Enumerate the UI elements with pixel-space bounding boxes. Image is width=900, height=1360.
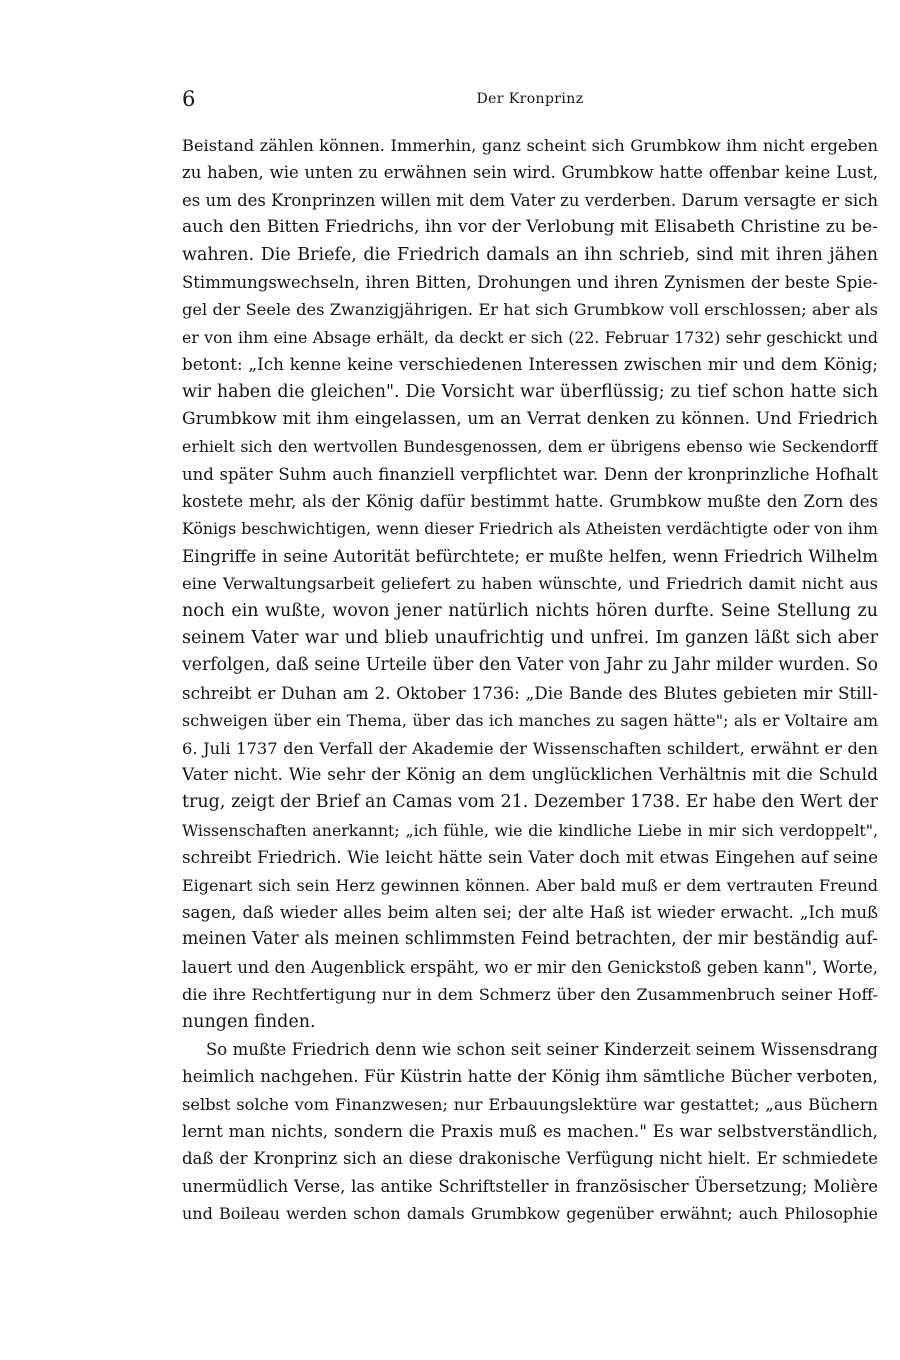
page-number: 6 [182, 87, 196, 111]
text-line: 6. Juli 1737 den Verfall der Akademie der Wissenschaften schildert, erwähnt er den [182, 738, 878, 758]
paragraph-2 [182, 1036, 878, 1228]
text-line: trug, zeigt der Brief an Camas vom 21. Dezember 1738. Er habe den Wert der [182, 792, 878, 813]
text-line: selbst solche vom Finanzwesen; nur Erbauungslektüre war gestattet; „aus Büchern [182, 1094, 878, 1114]
text-line: Grumbkow mit ihm eingelassen, um an Verrat denken zu können. Und Friedrich [182, 408, 878, 429]
text-line: daß der Kronprinz sich an diese drakonische Verfügung nicht hielt. Er schmiedete [182, 1149, 878, 1169]
text-line: Königs beschwichtigen, wenn dieser Friedrich als Atheisten verdächtigte oder von ihm [182, 519, 878, 539]
text-line: zu haben, wie unten zu erwähnen sein wird. Grumbkow hatte offenbar keine Lust, [182, 163, 878, 183]
text-line: Beistand zählen können. Immerhin, ganz scheint sich Grumbkow ihm nicht ergeben [182, 136, 878, 155]
text-line: betont: „Ich kenne keine verschiedenen Interessen zwischen mir und dem König; [182, 354, 878, 375]
text-line: auch den Bitten Friedrichs, ihn vor der Verlobung mit Elisabeth Christine zu be- [182, 217, 878, 238]
text-line: Wissenschaften anerkannt; „ich fühle, wie die kindliche Liebe in mir sich verdoppelt", [182, 820, 878, 840]
text-line: Stimmungswechseln, ihren Bitten, Drohungen und ihren Zynismen der beste Spie- [182, 272, 878, 292]
text-line: meinen Vater als meinen schlimmsten Feind betrachten, der mir beständig auf- [182, 929, 878, 950]
text-line: schweigen über ein Thema, über das ich manches zu sagen hätte"; als er Voltaire am [182, 711, 878, 731]
text-line: heimlich nachgehen. Für Küstrin hatte der König ihm sämtliche Bücher verboten, [182, 1066, 878, 1087]
text-line: er von ihm eine Absage erhält, da deckt er sich (22. Februar 1732) sehr geschickt und [182, 327, 878, 347]
text-line: wir haben die gleichen". Die Vorsicht war überflüssig; zu tief schon hatte sich [182, 381, 878, 402]
text-line: lernt man nichts, sondern die Praxis muß es machen." Es war selbstverständlich, [182, 1121, 878, 1142]
text-line: eine Verwaltungsarbeit geliefert zu haben wünschte, und Friedrich damit nicht aus [182, 574, 878, 594]
text-line: Vater nicht. Wie sehr der König an dem unglücklichen Verhältnis mit die Schuld [182, 764, 878, 785]
text-line: So mußte Friedrich denn wie schon seit seiner Kinderzeit seinem Wissensdrang [206, 1039, 878, 1059]
text-line: es um des Kronprinzen willen mit dem Vater zu verderben. Darum versagte er sich [182, 190, 878, 210]
text-line: gel der Seele des Zwanzigjährigen. Er hat sich Grumbkow voll erschlossen; aber als [182, 300, 878, 320]
text-line: seinem Vater war und blieb unaufrichtig und unfrei. Im ganzen läßt sich aber [182, 628, 878, 649]
text-line: kostete mehr, als der König dafür bestimmt hatte. Grumbkow mußte den Zorn des [182, 492, 878, 512]
text-line: verfolgen, daß seine Urteile über den Vater von Jahr zu Jahr milder wurden. So [182, 655, 878, 676]
text-line: Eigenart sich sein Herz gewinnen können. Aber bald muß er dem vertrauten Freund [182, 875, 878, 895]
text-line: unermüdlich Verse, las antike Schriftsteller in französischer Übersetzung; Molière [182, 1176, 878, 1196]
text-line: wahren. Die Briefe, die Friedrich damals an ihn schrieb, sind mit ihren jähen [182, 244, 878, 265]
text-line: sagen, daß wieder alles beim alten sei; der alte Haß ist wieder erwacht. „Ich muß [182, 902, 878, 922]
text-line: und Boileau werden schon damals Grumbkow gegenüber erwähnt; auch Philosophie [182, 1204, 878, 1224]
running-head [182, 86, 878, 112]
paragraph-1 [182, 132, 878, 1036]
text-line: Eingriffe in seine Autorität befürchtete; er mußte helfen, wenn Friedrich Wilhelm [182, 545, 878, 566]
running-title: Der Kronprinz [476, 91, 584, 107]
text-line: lauert und den Augenblick erspäht, wo er mir den Genickstoß geben kann", Worte, [182, 957, 878, 977]
text-line: nungen finden. [182, 1011, 316, 1032]
text-line: erhielt sich den wertvollen Bundesgenossen, dem er übrigens ebenso wie Seckendorff [182, 437, 878, 457]
body-text [182, 132, 878, 1228]
text-line: schreibt Friedrich. Wie leicht hätte sein Vater doch mit etwas Eingehen auf seine [182, 847, 878, 868]
text-line: schreibt er Duhan am 2. Oktober 1736: „Die Bande des Blutes gebieten mir Still- [182, 682, 878, 703]
text-line: die ihre Rechtfertigung nur in dem Schmerz über den Zusammenbruch seiner Hoff- [182, 985, 878, 1005]
text-line: und später Suhm auch finanziell verpflichtet war. Denn der kronprinzliche Hofhalt [182, 464, 878, 484]
text-line: noch ein wußte, wovon jener natürlich nichts hören durfte. Seine Stellung zu [182, 600, 878, 621]
